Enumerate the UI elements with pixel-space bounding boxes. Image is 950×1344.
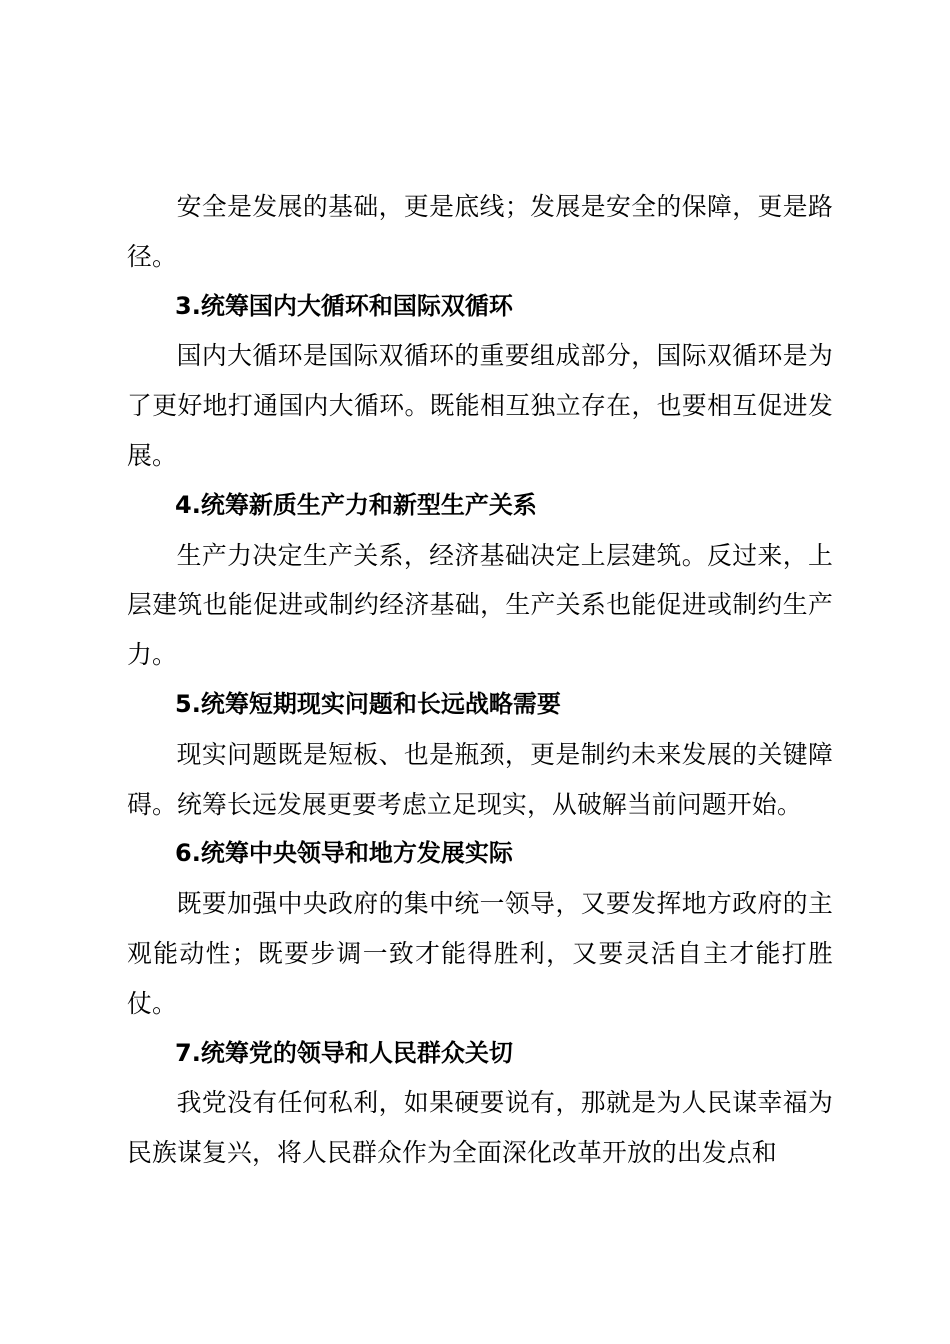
heading-5: 5.统筹短期现实问题和长远战略需要 — [175, 689, 561, 718]
heading-4: 4.统筹新质生产力和新型生产关系 — [175, 490, 537, 519]
paragraph-circulation: 国内大循环是国际双循环的重要组成部分，国际双循环是为了更好地打通国内大循环。既能相互独立存在，也要相互促进发展。 — [127, 341, 833, 470]
heading-7: 7.统筹党的领导和人民群众关切 — [175, 1038, 513, 1067]
paragraph-central-local: 既要加强中央政府的集中统一领导，又要发挥地方政府的主观能动性；既要步调一致才能得胜利，又要灵活自主才能打胜仗。 — [127, 889, 833, 1018]
heading-3: 3.统筹国内大循环和国际双循环 — [175, 291, 513, 320]
paragraph-security: 安全是发展的基础，更是底线；发展是安全的保障，更是路径。 — [127, 192, 833, 271]
heading-6: 6.统筹中央领导和地方发展实际 — [175, 839, 513, 868]
paragraph-party-people: 我党没有任何私利，如果硬要说有，那就是为人民谋幸福为民族谋复兴，将人民群众作为全面深化改革开放的出发点和 — [127, 1088, 833, 1168]
document-body — [127, 182, 833, 1178]
paragraph-short-long-term: 现实问题既是短板、也是瓶颈，更是制约未来发展的关键障碍。统筹长远发展更要考虑立足现实，从破解当前问题开始。 — [127, 739, 833, 819]
paragraph-productivity: 生产力决定生产关系，经济基础决定上层建筑。反过来，上层建筑也能促进或制约经济基础，生产关系也能促进或制约生产力。 — [127, 540, 833, 670]
